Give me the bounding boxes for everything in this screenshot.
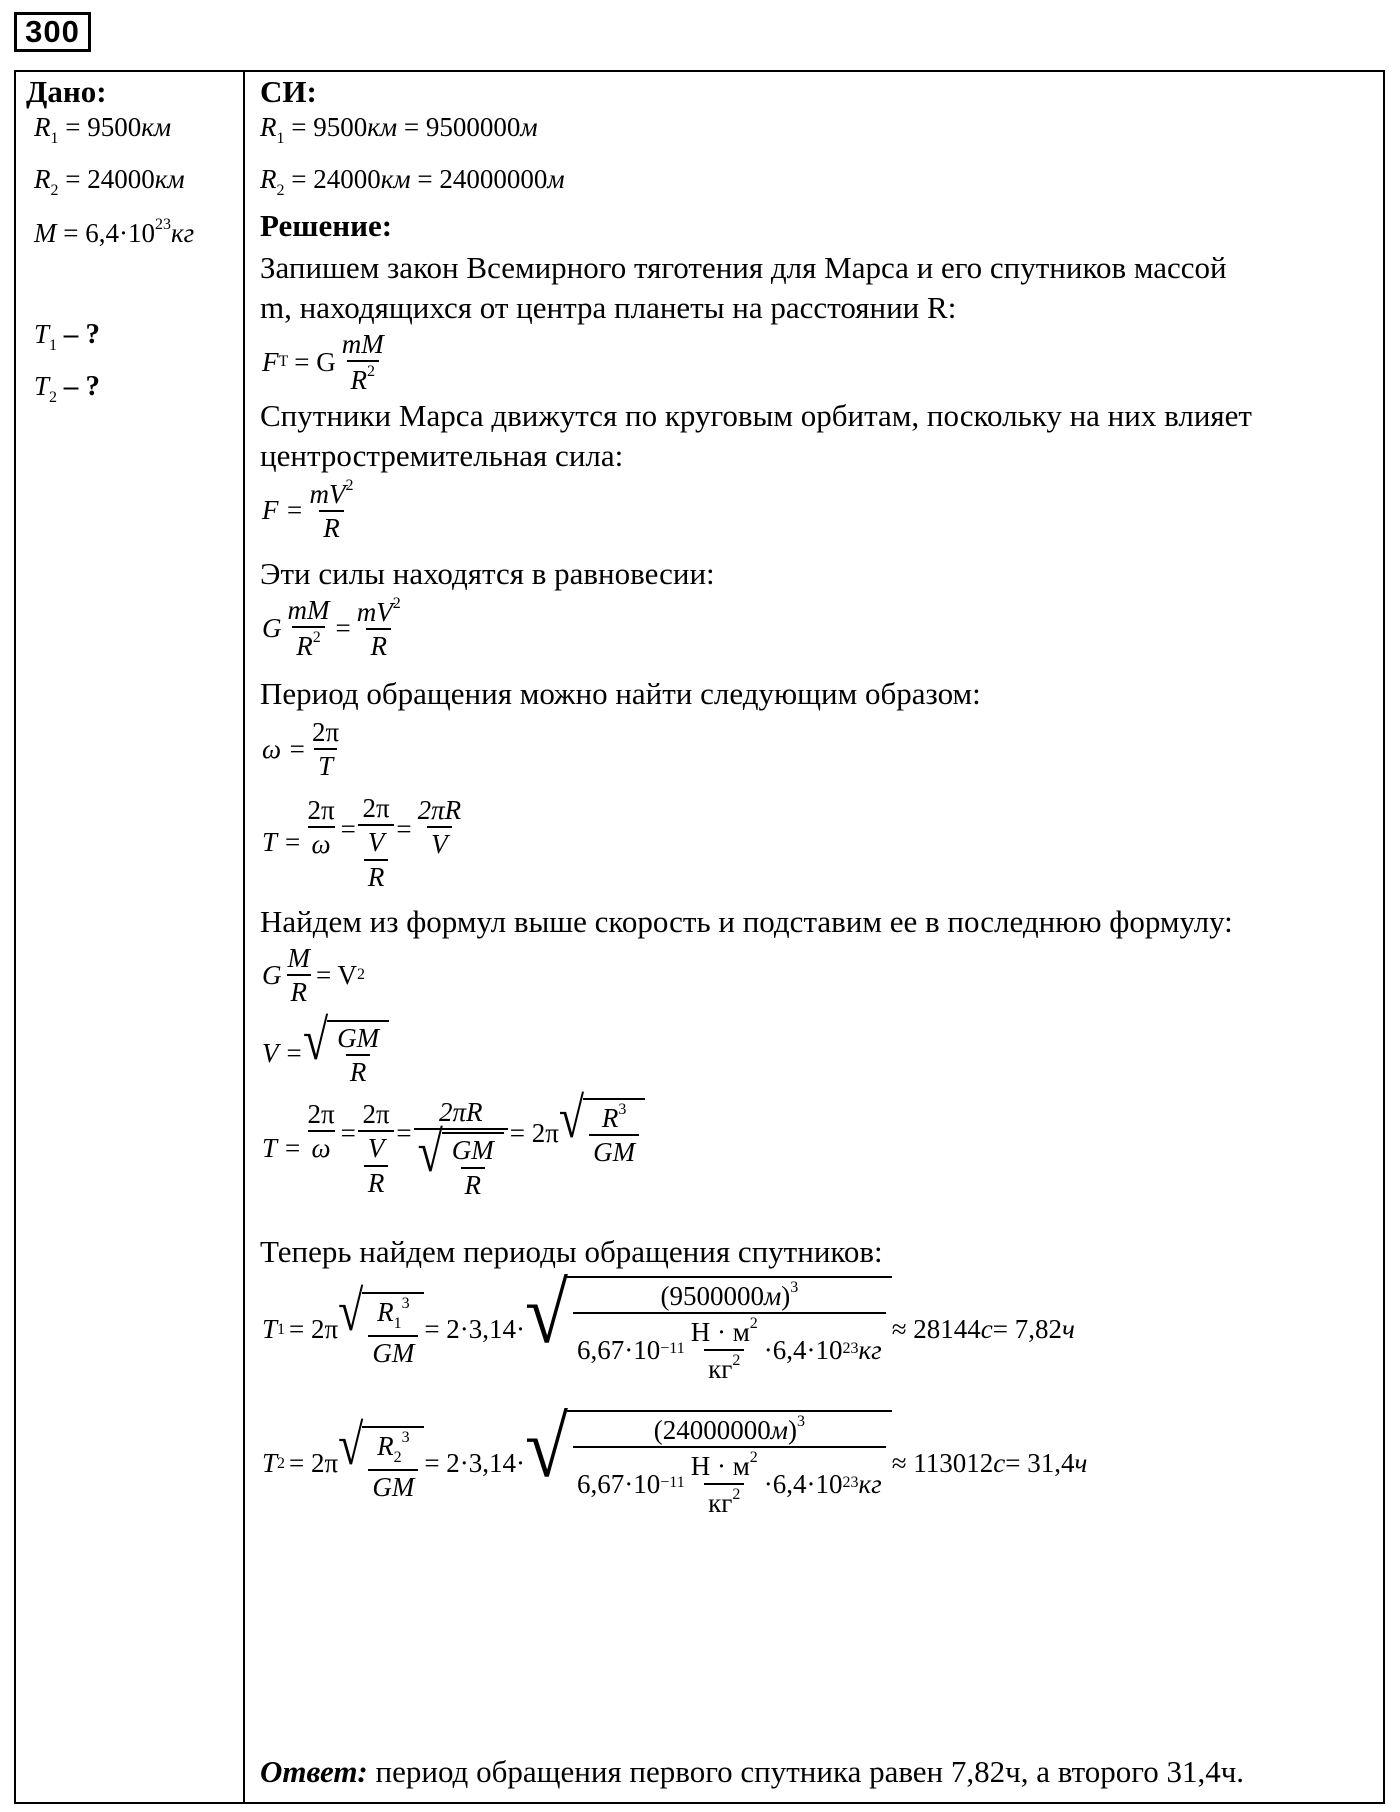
formula-period-derived: T = $\frac{2\pi}{\omega}$ = $\frac{2\pi}{\frac{V}{R}}$ = 2πR √ GM R = 2π √ $R^3$ GM — [262, 1098, 645, 1199]
problem-number: 300 — [14, 12, 91, 52]
paragraph-substitute: Найдем из формул выше скорость и подставим ее в последнюю формулу: — [260, 904, 1233, 939]
formula-angular-velocity: ω = $\frac{2\pi}{T}$ — [262, 717, 340, 782]
solution-table — [14, 70, 1385, 1804]
formula-t2-calculation: T 2 = 2π √ $R_2^3$ GM = 2·3,14· √ $(24000000м)^3$ 6,67·10 −11 $Н \cdot м^2$ $кг^2$ ·6,4·10 23 кг ≈ 113012 с = 31,4 ч — [262, 1399, 1088, 1518]
given-r1: $R_1 = 9500км$ — [34, 112, 172, 147]
paragraph-period: Период обращения можно найти следующим образом: — [260, 676, 981, 711]
si-header: СИ: — [260, 74, 317, 109]
given-t2-unknown: $T_2$ – ? — [34, 370, 101, 406]
si-r1: $R_1 = 9500км = 9500000м$ — [260, 112, 538, 147]
formula-centripetal-force: F = $\frac{mV^2}{R}$ — [262, 477, 354, 544]
paragraph-circular-orbits-cont: центростремительная сила: — [260, 438, 624, 473]
paragraph-circular-orbits: Спутники Марса движутся по круговым орбитам, поскольку на них влияет — [260, 398, 1252, 433]
paragraph-gravity-law: Запишем закон Всемирного тяготения для Марса и его спутников массой — [260, 250, 1227, 285]
formula-t1-calculation: T 1 = 2π √ $R_1^3$ GM = 2·3,14· √ $(9500000м)^3$ 6,67·10 −11 $Н \cdot м^2$ $кг^2$ ·6,4·10 23 кг ≈ 28144 с = 7,82 ч — [262, 1265, 1075, 1384]
given-r2: $R_2 = 24000км$ — [34, 164, 185, 199]
answer-line — [260, 1754, 1244, 1790]
formula-gravity-force: F T = G mM $R^2$ — [262, 329, 384, 396]
answer-text: период обращения первого спутника равен 7,82ч, а второго 31,4ч. — [367, 1754, 1245, 1789]
answer-label: Ответ: — [260, 1754, 368, 1789]
given-t1-unknown: $T_1$ – ? — [34, 318, 101, 354]
solution-header: Решение: — [260, 208, 393, 243]
formula-period: T = $\frac{2\pi}{\omega}$ = $\frac{2\pi}{\frac{V}{R}}$ = $\frac{2\pi R}{V}$ — [262, 793, 462, 892]
si-r2: $R_2 = 24000км = 24000000м$ — [260, 164, 565, 199]
paragraph-equilibrium: Эти силы находятся в равновесии: — [260, 556, 715, 591]
formula-force-balance: G $\frac{mM}{R^2}$ = $\frac{mV^2}{R}$ — [262, 595, 401, 662]
given-mass: $M = 6,4\cdot 10^{23}кг$ — [34, 216, 195, 248]
formula-velocity-squared: G $\frac{M}{R}$ = V 2 — [262, 943, 365, 1008]
paragraph-gravity-law-cont: m, находящихся от центра планеты на расстоянии R: — [260, 290, 957, 325]
given-header: Дано: — [26, 74, 107, 109]
paragraph-find-periods: Теперь найдем периоды обращения спутников: — [260, 1234, 883, 1269]
formula-velocity: V = √ GM R — [262, 1020, 389, 1087]
column-divider — [243, 72, 245, 1802]
